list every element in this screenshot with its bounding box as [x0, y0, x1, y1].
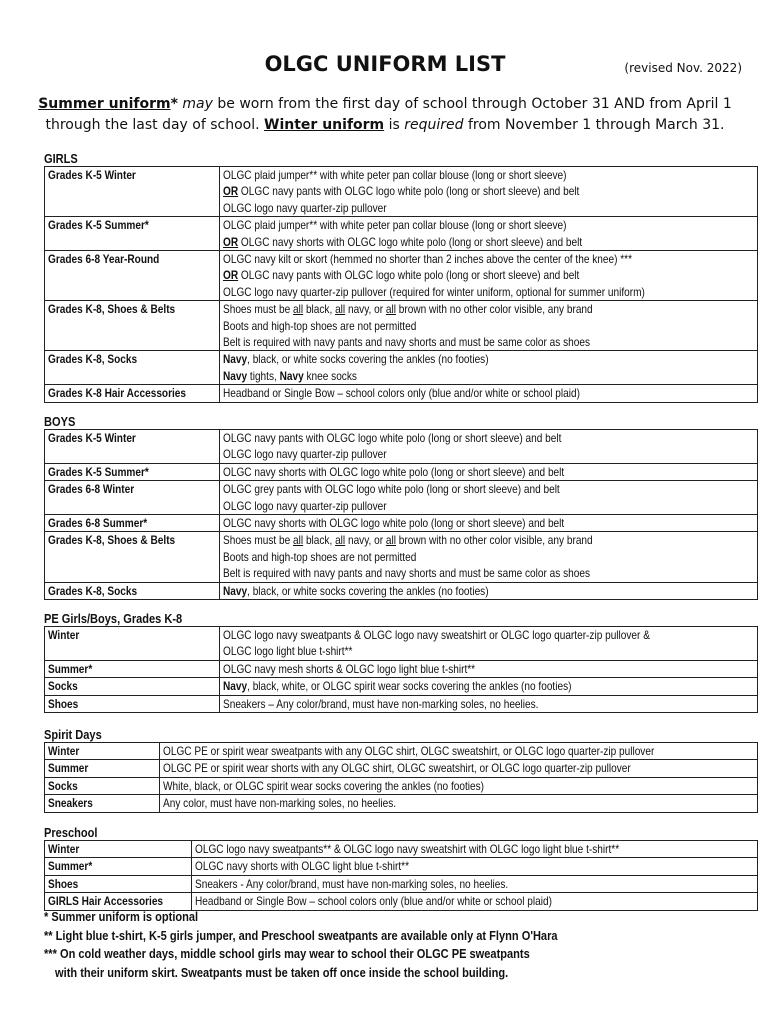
winter-uniform-label: Winter uniform: [264, 117, 385, 133]
row-label: [45, 695, 220, 712]
row-label-text: Shoes: [48, 876, 79, 891]
row-label: [45, 795, 160, 812]
section-title: PE Girls/Boys, Grades K-8: [44, 611, 183, 626]
may-word: may: [182, 96, 213, 112]
row-value: [160, 760, 758, 777]
girls-section: [44, 151, 758, 403]
row-label: [45, 251, 220, 301]
required-word: required: [404, 117, 464, 133]
revision-date: (revised Nov. 2022): [624, 61, 742, 75]
table-row: [45, 167, 758, 217]
table-row: [45, 217, 758, 251]
footnote-3: *** On cold weather days, middle school girls may wear to school their OLGC PE sweatpants: [44, 946, 530, 961]
row-value: [220, 678, 758, 695]
row-line: Boots and high-top shoes are not permitted: [223, 318, 417, 333]
row-line: Headband or Single Bow – school colors only (blue and/or white or school plaid): [195, 894, 552, 909]
row-value: [192, 875, 758, 892]
row-value: [220, 627, 758, 661]
table-row: [45, 463, 758, 480]
table-row: [45, 660, 758, 677]
intro-part1: be worn from the first day of school through October 31 AND from April 1 through the last day of school.: [45, 96, 732, 133]
table-row: [45, 678, 758, 695]
row-line: OLGC navy pants with OLGC logo white polo (long or short sleeve) and belt: [223, 431, 562, 445]
spirit-days-section: [44, 727, 758, 813]
row-label-text: Summer*: [48, 859, 93, 874]
row-value: [220, 532, 758, 582]
uniform-table: [44, 742, 758, 813]
row-line: OLGC logo navy quarter-zip pullover: [223, 200, 387, 215]
row-value: [220, 463, 758, 480]
row-value: [192, 841, 758, 858]
row-label: [45, 217, 220, 251]
row-line: Headband or Single Bow – school colors only (blue and/or white or school plaid): [223, 386, 580, 401]
intro-is: is: [384, 117, 405, 133]
row-label-text: Summer: [48, 761, 89, 776]
row-label: [45, 532, 220, 582]
row-line: OR OLGC navy shorts with OLGC logo white polo (long or short sleeve) and belt: [223, 234, 583, 249]
table-row: [45, 301, 758, 351]
row-line: OLGC navy shorts with OLGC logo white polo (long or short sleeve) and belt: [223, 464, 565, 479]
row-value: [220, 217, 758, 251]
row-label-text: Grades K-5 Summer*: [48, 218, 149, 233]
row-label: [45, 351, 220, 385]
row-line: Navy, black, or white socks covering the ankles (no footies): [223, 583, 489, 598]
row-line: OLGC logo navy sweatpants** & OLGC logo navy sweatshirt with OLGC logo light blue t-shirt**: [195, 842, 620, 856]
row-label-text: Grades 6-8 Summer*: [48, 516, 148, 531]
row-label: [45, 582, 220, 599]
row-line: Navy, black, white, or OLGC spirit wear socks covering the ankles (no footies): [223, 679, 572, 694]
table-row: [45, 795, 758, 812]
row-line: OR OLGC navy pants with OLGC logo white polo (long or short sleeve) and belt: [223, 184, 580, 199]
row-label: [45, 463, 220, 480]
row-line: OLGC grey pants with OLGC logo white polo (long or short sleeve) and belt: [223, 482, 560, 497]
row-label-text: GIRLS Hair Accessories: [48, 894, 164, 909]
row-value: [220, 515, 758, 532]
row-line: OLGC logo navy quarter-zip pullover: [223, 447, 387, 462]
intro-part2: from November 1 through March 31.: [463, 117, 725, 133]
row-line: Boots and high-top shoes are not permitted: [223, 549, 417, 564]
row-value: [220, 582, 758, 599]
footnote-3-continued: with their uniform skirt. Sweatpants must be taken off once inside the school building.: [55, 964, 509, 980]
row-label-text: Grades K-5 Summer*: [48, 464, 149, 479]
table-row: [45, 430, 758, 464]
footnotes: [44, 908, 648, 982]
row-label-text: Winter: [48, 628, 80, 642]
row-label-text: Grades K-5 Winter: [48, 431, 136, 445]
row-label-text: Socks: [48, 778, 78, 793]
row-label: [45, 385, 220, 402]
table-row: [45, 251, 758, 301]
table-row: [45, 743, 758, 760]
row-label-text: Grades 6-8 Year-Round: [48, 252, 160, 267]
row-line: Shoes must be all black, all navy, or all brown with no other color visible, any brand: [223, 533, 593, 548]
row-label: [45, 760, 160, 777]
row-label: [45, 660, 220, 677]
row-value: [220, 301, 758, 351]
table-row: [45, 627, 758, 661]
row-label: [45, 678, 220, 695]
row-value: [220, 385, 758, 402]
row-line: OLGC navy shorts with OLGC logo white polo (long or short sleeve) and belt: [223, 516, 565, 531]
section-title: GIRLS: [44, 151, 78, 166]
table-row: [45, 695, 758, 712]
row-label: [45, 301, 220, 351]
row-label: [45, 841, 192, 858]
row-label-text: Winter: [48, 744, 80, 758]
table-row: [45, 777, 758, 794]
row-label-text: Grades K-5 Winter: [48, 168, 136, 182]
row-line: Belt is required with navy pants and navy shorts and must be same color as shoes: [223, 335, 591, 350]
row-value: [160, 743, 758, 760]
row-line: Any color, must have non-marking soles, no heelies.: [163, 796, 397, 811]
row-line: Shoes must be all black, all navy, or all brown with no other color visible, any brand: [223, 302, 593, 317]
row-line: OLGC PE or spirit wear sweatpants with any OLGC shirt, OLGC sweatshirt, or OLGC logo quarter-zip pullover: [163, 744, 655, 758]
table-row: [45, 532, 758, 582]
row-line: OLGC navy mesh shorts & OLGC logo light blue t-shirt**: [223, 661, 476, 676]
row-value: [220, 481, 758, 515]
row-label-text: Grades 6-8 Winter: [48, 482, 135, 497]
row-line: OLGC logo light blue t-shirt**: [223, 644, 353, 659]
row-value: [220, 430, 758, 464]
row-label: [45, 777, 160, 794]
row-label-text: Socks: [48, 679, 78, 694]
row-label-text: Grades K-8, Shoes & Belts: [48, 302, 176, 317]
row-line: Sneakers - Any color/brand, must have non-marking soles, no heelies.: [195, 876, 509, 891]
row-line: White, black, or OLGC spirit wear socks covering the ankles (no footies): [163, 778, 485, 793]
row-label: [45, 430, 220, 464]
row-value: [220, 695, 758, 712]
table-row: [45, 760, 758, 777]
footnote-2: ** Light blue t-shirt, K-5 girls jumper, and Preschool sweatpants are available only at Flynn O'Hara: [44, 927, 558, 943]
row-label-text: Grades K-8 Hair Accessories: [48, 386, 187, 401]
row-label: [45, 481, 220, 515]
row-line: OLGC navy kilt or skort (hemmed no shorter than 2 inches above the center of the knee) ***: [223, 252, 633, 267]
preschool-section: [44, 825, 758, 911]
row-label: [45, 515, 220, 532]
table-row: [45, 841, 758, 858]
row-value: [220, 351, 758, 385]
summer-uniform-label: Summer uniform: [38, 96, 171, 112]
pe-section: [44, 611, 758, 713]
table-row: [45, 385, 758, 402]
uniform-table: [44, 840, 758, 911]
row-value: [220, 660, 758, 677]
row-value: [220, 167, 758, 217]
row-value: [160, 795, 758, 812]
row-line: OR OLGC navy pants with OLGC logo white polo (long or short sleeve) and belt: [223, 268, 580, 283]
table-row: [45, 582, 758, 599]
row-label: [45, 627, 220, 661]
row-line: Navy, black, or white socks covering the ankles (no footies): [223, 352, 489, 367]
row-label-text: Shoes: [48, 696, 79, 711]
row-label: [45, 167, 220, 217]
page-title: OLGC UNIFORM LIST: [264, 52, 506, 76]
row-label-text: Sneakers: [48, 796, 93, 811]
row-label-text: Grades K-8, Socks: [48, 352, 138, 367]
row-line: OLGC logo navy quarter-zip pullover: [223, 498, 387, 513]
row-label-text: Summer*: [48, 661, 93, 676]
table-row: [45, 875, 758, 892]
summer-star: *: [170, 96, 178, 112]
boys-section: [44, 414, 758, 600]
row-label: [45, 875, 192, 892]
section-title: Preschool: [44, 825, 98, 840]
row-label-text: Grades K-8, Socks: [48, 583, 138, 598]
row-label: [45, 743, 160, 760]
uniform-table: [44, 429, 758, 600]
table-row: [45, 515, 758, 532]
intro-paragraph: [30, 94, 740, 136]
row-value: [160, 777, 758, 794]
row-value: [220, 251, 758, 301]
row-line: OLGC PE or spirit wear shorts with any OLGC shirt, OLGC sweatshirt, or OLGC logo quarter-zip pullover: [163, 761, 631, 776]
row-label-text: Grades K-8, Shoes & Belts: [48, 533, 176, 548]
table-row: [45, 858, 758, 875]
row-line: OLGC logo navy sweatpants & OLGC logo navy sweatshirt or OLGC logo quarter-zip pullover &: [223, 628, 650, 642]
section-title: Spirit Days: [44, 727, 102, 742]
row-line: OLGC plaid jumper** with white peter pan collar blouse (long or short sleeve): [223, 218, 567, 233]
row-label: [45, 858, 192, 875]
row-line: OLGC logo navy quarter-zip pullover (required for winter uniform, optional for summer uniform): [223, 284, 645, 299]
row-line: Sneakers – Any color/brand, must have non-marking soles, no heelies.: [223, 696, 539, 711]
footnote-1: * Summer uniform is optional: [44, 909, 199, 924]
uniform-table: [44, 626, 758, 713]
table-row: [45, 351, 758, 385]
section-title: BOYS: [44, 414, 76, 429]
row-line: Navy tights, Navy knee socks: [223, 368, 357, 383]
row-label-text: Winter: [48, 842, 80, 856]
row-line: Belt is required with navy pants and navy shorts and must be same color as shoes: [223, 566, 591, 581]
table-row: [45, 481, 758, 515]
row-value: [192, 858, 758, 875]
row-line: OLGC navy shorts with OLGC light blue t-shirt**: [195, 859, 410, 874]
header: [0, 52, 770, 84]
row-line: OLGC plaid jumper** with white peter pan collar blouse (long or short sleeve): [223, 168, 567, 182]
uniform-table: [44, 166, 758, 403]
